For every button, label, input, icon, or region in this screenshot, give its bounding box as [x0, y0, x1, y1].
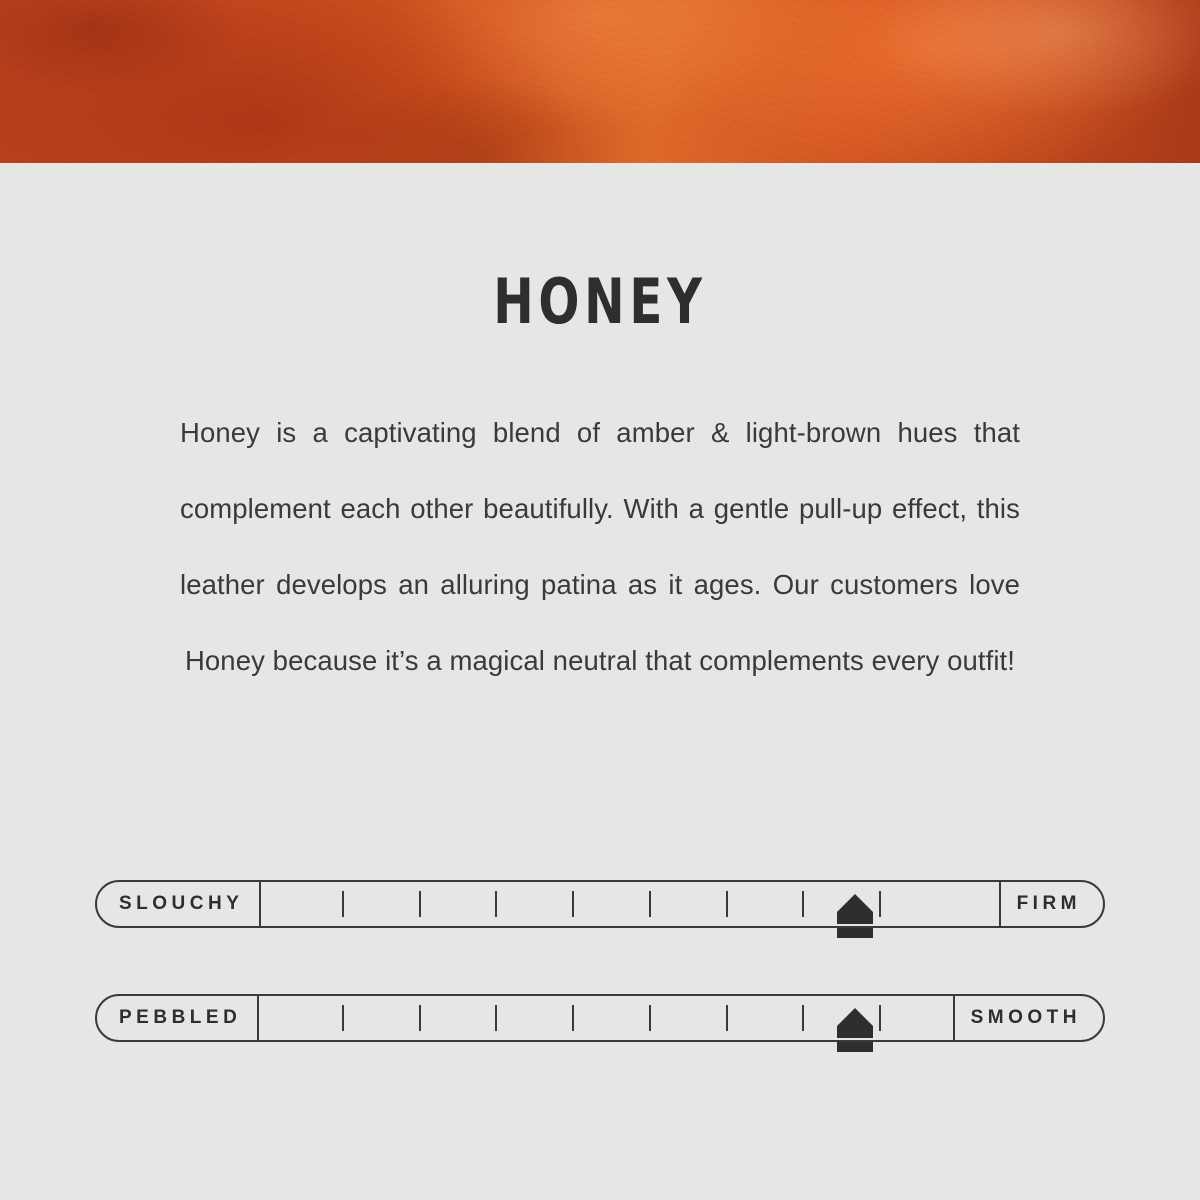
tick-mark [726, 1005, 728, 1031]
slider-firmness[interactable] [95, 880, 1105, 936]
slider-label-right: SMOOTH [953, 996, 1103, 1040]
tick-mark [419, 1005, 421, 1031]
slider-handle-icon[interactable] [837, 1008, 873, 1062]
tick-mark [419, 891, 421, 917]
slider-label-left: PEBBLED [97, 996, 259, 1040]
tick-mark [879, 1005, 881, 1031]
tick-mark [495, 891, 497, 917]
tick-mark [572, 891, 574, 917]
leather-sheen-overlay [0, 0, 1200, 163]
tick-mark [802, 891, 804, 917]
slider-label-right: FIRM [999, 882, 1103, 926]
page-title: HONEY [493, 265, 707, 338]
slider-texture[interactable] [95, 994, 1105, 1050]
tick-mark [802, 1005, 804, 1031]
color-description: Honey is a captivating blend of amber & light-brown hues that complement each other beautifully. With a gentle pull-up effect, this leather develops an alluring patina as it ages. Our customers love Honey because it’s a magical neutral that complements every outfit! [180, 417, 1020, 676]
tick-mark [649, 1005, 651, 1031]
slider-track[interactable] [95, 880, 1105, 928]
honey-leather-swatch [0, 0, 1200, 163]
tick-mark [342, 1005, 344, 1031]
tick-mark [879, 891, 881, 917]
tick-mark [649, 891, 651, 917]
tick-mark [495, 1005, 497, 1031]
slider-track[interactable] [95, 994, 1105, 1042]
tick-mark [342, 891, 344, 917]
attribute-sliders [0, 880, 1200, 1108]
card-content [0, 163, 1200, 699]
slider-handle-icon[interactable] [837, 894, 873, 948]
slider-label-left: SLOUCHY [97, 882, 261, 926]
tick-mark [726, 891, 728, 917]
tick-mark [572, 1005, 574, 1031]
